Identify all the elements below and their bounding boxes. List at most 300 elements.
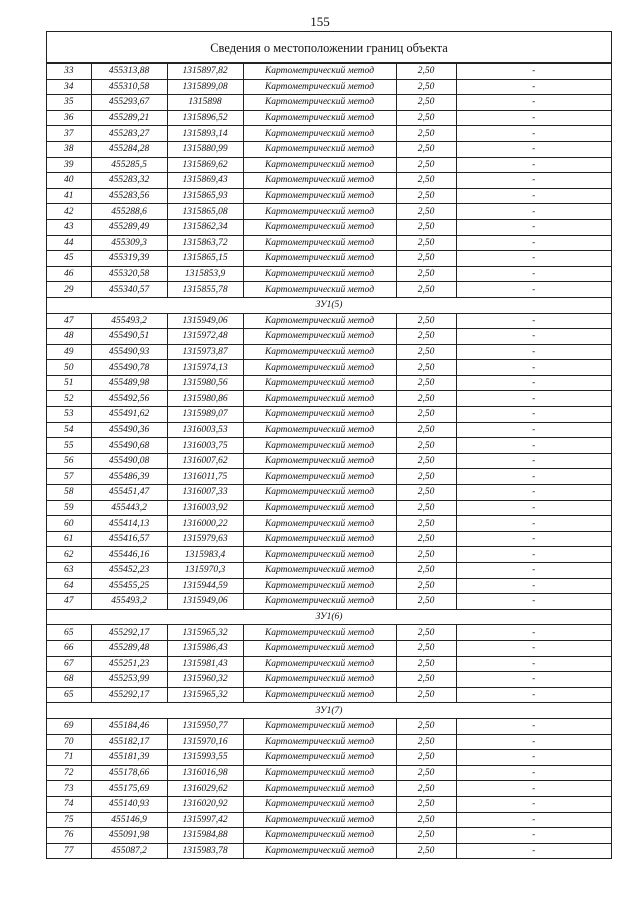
accuracy-cell: 2,50 (396, 485, 456, 501)
accuracy-cell: 2,50 (396, 64, 456, 80)
point-number-cell: 54 (47, 422, 91, 438)
x-coordinate-cell: 455489,98 (91, 375, 167, 391)
accuracy-cell: 2,50 (396, 687, 456, 703)
table-row (47, 843, 611, 859)
point-number-cell: 65 (47, 687, 91, 703)
y-coordinate-cell: 1316016,98 (167, 765, 243, 781)
point-number-cell: 29 (47, 282, 91, 298)
method-cell: Картометрический метод (243, 344, 396, 360)
table-row (47, 391, 611, 407)
point-number-cell: 47 (47, 594, 91, 610)
accuracy-cell: 2,50 (396, 157, 456, 173)
table-row (47, 563, 611, 579)
method-cell: Картометрический метод (243, 672, 396, 688)
y-coordinate-cell: 1315853,9 (167, 266, 243, 282)
point-number-cell: 76 (47, 828, 91, 844)
point-number-cell: 46 (47, 266, 91, 282)
note-cell: - (456, 95, 611, 111)
accuracy-cell: 2,50 (396, 469, 456, 485)
y-coordinate-cell: 1315893,14 (167, 126, 243, 142)
accuracy-cell: 2,50 (396, 329, 456, 345)
x-coordinate-cell: 455289,49 (91, 219, 167, 235)
x-coordinate-cell: 455490,68 (91, 438, 167, 454)
point-number-cell: 33 (47, 64, 91, 80)
accuracy-cell: 2,50 (396, 547, 456, 563)
y-coordinate-cell: 1315986,43 (167, 640, 243, 656)
y-coordinate-cell: 1315898 (167, 95, 243, 111)
x-coordinate-cell: 455283,56 (91, 188, 167, 204)
x-coordinate-cell: 455289,21 (91, 110, 167, 126)
x-coordinate-cell: 455491,62 (91, 407, 167, 423)
accuracy-cell: 2,50 (396, 453, 456, 469)
x-coordinate-cell: 455340,57 (91, 282, 167, 298)
method-cell: Картометрический метод (243, 781, 396, 797)
note-cell: - (456, 407, 611, 423)
point-number-cell: 51 (47, 375, 91, 391)
y-coordinate-cell: 1315865,08 (167, 204, 243, 220)
x-coordinate-cell: 455451,47 (91, 485, 167, 501)
coordinates-table-body (47, 64, 611, 859)
note-cell: - (456, 578, 611, 594)
note-cell: - (456, 750, 611, 766)
y-coordinate-cell: 1315960,32 (167, 672, 243, 688)
table-row (47, 438, 611, 454)
x-coordinate-cell: 455182,17 (91, 734, 167, 750)
note-cell: - (456, 485, 611, 501)
method-cell: Картометрический метод (243, 563, 396, 579)
x-coordinate-cell: 455292,17 (91, 687, 167, 703)
method-cell: Картометрический метод (243, 625, 396, 641)
accuracy-cell: 2,50 (396, 765, 456, 781)
y-coordinate-cell: 1316029,62 (167, 781, 243, 797)
note-cell: - (456, 313, 611, 329)
method-cell: Картометрический метод (243, 126, 396, 142)
y-coordinate-cell: 1315863,72 (167, 235, 243, 251)
table-row (47, 282, 611, 298)
accuracy-cell: 2,50 (396, 360, 456, 376)
point-number-cell: 56 (47, 453, 91, 469)
method-cell: Картометрический метод (243, 640, 396, 656)
section-label: ЗУ1(6) (47, 609, 611, 625)
accuracy-cell: 2,50 (396, 110, 456, 126)
method-cell: Картометрический метод (243, 266, 396, 282)
point-number-cell: 42 (47, 204, 91, 220)
note-cell: - (456, 204, 611, 220)
section-header-row (47, 609, 611, 625)
accuracy-cell: 2,50 (396, 594, 456, 610)
note-cell: - (456, 79, 611, 95)
x-coordinate-cell: 455486,39 (91, 469, 167, 485)
note-cell: - (456, 656, 611, 672)
table-row (47, 235, 611, 251)
point-number-cell: 74 (47, 796, 91, 812)
accuracy-cell: 2,50 (396, 750, 456, 766)
note-cell: - (456, 469, 611, 485)
x-coordinate-cell: 455309,3 (91, 235, 167, 251)
method-cell: Картометрический метод (243, 422, 396, 438)
y-coordinate-cell: 1315980,86 (167, 391, 243, 407)
table-row (47, 266, 611, 282)
point-number-cell: 37 (47, 126, 91, 142)
y-coordinate-cell: 1315897,82 (167, 64, 243, 80)
accuracy-cell: 2,50 (396, 344, 456, 360)
table-row (47, 516, 611, 532)
y-coordinate-cell: 1315865,93 (167, 188, 243, 204)
y-coordinate-cell: 1315989,07 (167, 407, 243, 423)
note-cell: - (456, 640, 611, 656)
method-cell: Картометрический метод (243, 407, 396, 423)
table-row (47, 329, 611, 345)
method-cell: Картометрический метод (243, 843, 396, 859)
table-row (47, 79, 611, 95)
accuracy-cell: 2,50 (396, 204, 456, 220)
x-coordinate-cell: 455146,9 (91, 812, 167, 828)
method-cell: Картометрический метод (243, 812, 396, 828)
accuracy-cell: 2,50 (396, 391, 456, 407)
y-coordinate-cell: 1315983,78 (167, 843, 243, 859)
page-number: 155 (310, 14, 330, 29)
table-row (47, 640, 611, 656)
table-row (47, 360, 611, 376)
method-cell: Картометрический метод (243, 578, 396, 594)
x-coordinate-cell: 455452,23 (91, 563, 167, 579)
method-cell: Картометрический метод (243, 594, 396, 610)
note-cell: - (456, 547, 611, 563)
table-row (47, 157, 611, 173)
table-row (47, 469, 611, 485)
x-coordinate-cell: 455320,58 (91, 266, 167, 282)
x-coordinate-cell: 455443,2 (91, 500, 167, 516)
point-number-cell: 34 (47, 79, 91, 95)
method-cell: Картометрический метод (243, 469, 396, 485)
accuracy-cell: 2,50 (396, 656, 456, 672)
point-number-cell: 68 (47, 672, 91, 688)
point-number-cell: 36 (47, 110, 91, 126)
boundary-table-sheet (46, 31, 612, 859)
point-number-cell: 44 (47, 235, 91, 251)
y-coordinate-cell: 1316020,92 (167, 796, 243, 812)
accuracy-cell: 2,50 (396, 219, 456, 235)
point-number-cell: 73 (47, 781, 91, 797)
accuracy-cell: 2,50 (396, 531, 456, 547)
table-row (47, 344, 611, 360)
y-coordinate-cell: 1315950,77 (167, 718, 243, 734)
table-row (47, 594, 611, 610)
accuracy-cell: 2,50 (396, 188, 456, 204)
note-cell: - (456, 563, 611, 579)
x-coordinate-cell: 455140,93 (91, 796, 167, 812)
method-cell: Картометрический метод (243, 765, 396, 781)
accuracy-cell: 2,50 (396, 812, 456, 828)
method-cell: Картометрический метод (243, 204, 396, 220)
y-coordinate-cell: 1315896,52 (167, 110, 243, 126)
y-coordinate-cell: 1315974,13 (167, 360, 243, 376)
x-coordinate-cell: 455289,48 (91, 640, 167, 656)
accuracy-cell: 2,50 (396, 828, 456, 844)
method-cell: Картометрический метод (243, 500, 396, 516)
table-row (47, 718, 611, 734)
note-cell: - (456, 672, 611, 688)
note-cell: - (456, 843, 611, 859)
method-cell: Картометрический метод (243, 64, 396, 80)
y-coordinate-cell: 1315865,15 (167, 251, 243, 267)
y-coordinate-cell: 1315984,88 (167, 828, 243, 844)
note-cell: - (456, 734, 611, 750)
accuracy-cell: 2,50 (396, 718, 456, 734)
table-row (47, 407, 611, 423)
point-number-cell: 50 (47, 360, 91, 376)
method-cell: Картометрический метод (243, 796, 396, 812)
point-number-cell: 63 (47, 563, 91, 579)
method-cell: Картометрический метод (243, 173, 396, 189)
x-coordinate-cell: 455091,98 (91, 828, 167, 844)
y-coordinate-cell: 1315869,43 (167, 173, 243, 189)
table-title: Сведения о местоположении границ объекта (47, 32, 611, 63)
x-coordinate-cell: 455490,36 (91, 422, 167, 438)
note-cell: - (456, 173, 611, 189)
note-cell: - (456, 282, 611, 298)
accuracy-cell: 2,50 (396, 95, 456, 111)
x-coordinate-cell: 455285,5 (91, 157, 167, 173)
table-row (47, 578, 611, 594)
note-cell: - (456, 141, 611, 157)
x-coordinate-cell: 455493,2 (91, 313, 167, 329)
note-cell: - (456, 687, 611, 703)
table-row (47, 95, 611, 111)
accuracy-cell: 2,50 (396, 625, 456, 641)
accuracy-cell: 2,50 (396, 578, 456, 594)
table-row (47, 500, 611, 516)
y-coordinate-cell: 1316007,62 (167, 453, 243, 469)
accuracy-cell: 2,50 (396, 500, 456, 516)
table-row (47, 126, 611, 142)
note-cell: - (456, 516, 611, 532)
accuracy-cell: 2,50 (396, 640, 456, 656)
point-number-cell: 53 (47, 407, 91, 423)
point-number-cell: 40 (47, 173, 91, 189)
accuracy-cell: 2,50 (396, 438, 456, 454)
point-number-cell: 58 (47, 485, 91, 501)
point-number-cell: 66 (47, 640, 91, 656)
y-coordinate-cell: 1316007,33 (167, 485, 243, 501)
x-coordinate-cell: 455184,46 (91, 718, 167, 734)
method-cell: Картометрический метод (243, 110, 396, 126)
y-coordinate-cell: 1315973,87 (167, 344, 243, 360)
y-coordinate-cell: 1315979,63 (167, 531, 243, 547)
method-cell: Картометрический метод (243, 531, 396, 547)
note-cell: - (456, 422, 611, 438)
note-cell: - (456, 251, 611, 267)
note-cell: - (456, 188, 611, 204)
note-cell: - (456, 375, 611, 391)
y-coordinate-cell: 1315880,99 (167, 141, 243, 157)
x-coordinate-cell: 455493,2 (91, 594, 167, 610)
accuracy-cell: 2,50 (396, 173, 456, 189)
section-label: ЗУ1(5) (47, 297, 611, 313)
point-number-cell: 61 (47, 531, 91, 547)
note-cell: - (456, 531, 611, 547)
method-cell: Картометрический метод (243, 391, 396, 407)
y-coordinate-cell: 1315970,16 (167, 734, 243, 750)
y-coordinate-cell: 1316003,75 (167, 438, 243, 454)
section-header-row (47, 703, 611, 719)
x-coordinate-cell: 455283,27 (91, 126, 167, 142)
point-number-cell: 35 (47, 95, 91, 111)
x-coordinate-cell: 455414,13 (91, 516, 167, 532)
y-coordinate-cell: 1315862,34 (167, 219, 243, 235)
method-cell: Картометрический метод (243, 251, 396, 267)
note-cell: - (456, 796, 611, 812)
point-number-cell: 72 (47, 765, 91, 781)
point-number-cell: 65 (47, 625, 91, 641)
y-coordinate-cell: 1315949,06 (167, 313, 243, 329)
table-row (47, 188, 611, 204)
method-cell: Картометрический метод (243, 313, 396, 329)
method-cell: Картометрический метод (243, 438, 396, 454)
x-coordinate-cell: 455492,56 (91, 391, 167, 407)
y-coordinate-cell: 1315983,4 (167, 547, 243, 563)
table-row (47, 828, 611, 844)
note-cell: - (456, 219, 611, 235)
x-coordinate-cell: 455253,99 (91, 672, 167, 688)
x-coordinate-cell: 455490,08 (91, 453, 167, 469)
table-row (47, 422, 611, 438)
point-number-cell: 57 (47, 469, 91, 485)
accuracy-cell: 2,50 (396, 563, 456, 579)
point-number-cell: 49 (47, 344, 91, 360)
point-number-cell: 64 (47, 578, 91, 594)
x-coordinate-cell: 455319,39 (91, 251, 167, 267)
table-row (47, 110, 611, 126)
y-coordinate-cell: 1315993,55 (167, 750, 243, 766)
method-cell: Картометрический метод (243, 750, 396, 766)
accuracy-cell: 2,50 (396, 126, 456, 142)
accuracy-cell: 2,50 (396, 516, 456, 532)
point-number-cell: 60 (47, 516, 91, 532)
x-coordinate-cell: 455490,93 (91, 344, 167, 360)
method-cell: Картометрический метод (243, 329, 396, 345)
point-number-cell: 77 (47, 843, 91, 859)
y-coordinate-cell: 1316003,53 (167, 422, 243, 438)
x-coordinate-cell: 455313,88 (91, 64, 167, 80)
note-cell: - (456, 329, 611, 345)
method-cell: Картометрический метод (243, 375, 396, 391)
accuracy-cell: 2,50 (396, 266, 456, 282)
note-cell: - (456, 828, 611, 844)
table-row (47, 625, 611, 641)
table-row (47, 485, 611, 501)
x-coordinate-cell: 455490,78 (91, 360, 167, 376)
y-coordinate-cell: 1315965,32 (167, 625, 243, 641)
accuracy-cell: 2,50 (396, 235, 456, 251)
table-row (47, 251, 611, 267)
note-cell: - (456, 64, 611, 80)
accuracy-cell: 2,50 (396, 422, 456, 438)
y-coordinate-cell: 1316000,22 (167, 516, 243, 532)
y-coordinate-cell: 1315997,42 (167, 812, 243, 828)
method-cell: Картометрический метод (243, 687, 396, 703)
accuracy-cell: 2,50 (396, 375, 456, 391)
accuracy-cell: 2,50 (396, 843, 456, 859)
table-row (47, 219, 611, 235)
table-row (47, 547, 611, 563)
x-coordinate-cell: 455284,28 (91, 141, 167, 157)
note-cell: - (456, 391, 611, 407)
x-coordinate-cell: 455446,16 (91, 547, 167, 563)
method-cell: Картометрический метод (243, 516, 396, 532)
point-number-cell: 75 (47, 812, 91, 828)
y-coordinate-cell: 1315965,32 (167, 687, 243, 703)
method-cell: Картометрический метод (243, 360, 396, 376)
point-number-cell: 39 (47, 157, 91, 173)
point-number-cell: 62 (47, 547, 91, 563)
x-coordinate-cell: 455416,57 (91, 531, 167, 547)
note-cell: - (456, 765, 611, 781)
y-coordinate-cell: 1315981,43 (167, 656, 243, 672)
x-coordinate-cell: 455181,39 (91, 750, 167, 766)
note-cell: - (456, 110, 611, 126)
note-cell: - (456, 625, 611, 641)
method-cell: Картометрический метод (243, 485, 396, 501)
point-number-cell: 67 (47, 656, 91, 672)
x-coordinate-cell: 455455,25 (91, 578, 167, 594)
point-number-cell: 55 (47, 438, 91, 454)
x-coordinate-cell: 455293,67 (91, 95, 167, 111)
table-row (47, 796, 611, 812)
point-number-cell: 48 (47, 329, 91, 345)
y-coordinate-cell: 1315855,78 (167, 282, 243, 298)
method-cell: Картометрический метод (243, 282, 396, 298)
section-label: ЗУ1(7) (47, 703, 611, 719)
x-coordinate-cell: 455490,51 (91, 329, 167, 345)
point-number-cell: 71 (47, 750, 91, 766)
note-cell: - (456, 718, 611, 734)
method-cell: Картометрический метод (243, 656, 396, 672)
accuracy-cell: 2,50 (396, 407, 456, 423)
note-cell: - (456, 438, 611, 454)
point-number-cell: 52 (47, 391, 91, 407)
method-cell: Картометрический метод (243, 95, 396, 111)
accuracy-cell: 2,50 (396, 282, 456, 298)
note-cell: - (456, 344, 611, 360)
note-cell: - (456, 812, 611, 828)
point-number-cell: 59 (47, 500, 91, 516)
y-coordinate-cell: 1316003,92 (167, 500, 243, 516)
method-cell: Картометрический метод (243, 141, 396, 157)
table-row (47, 531, 611, 547)
method-cell: Картометрический метод (243, 219, 396, 235)
x-coordinate-cell: 455288,6 (91, 204, 167, 220)
method-cell: Картометрический метод (243, 157, 396, 173)
x-coordinate-cell: 455292,17 (91, 625, 167, 641)
point-number-cell: 41 (47, 188, 91, 204)
y-coordinate-cell: 1315949,06 (167, 594, 243, 610)
point-number-cell: 69 (47, 718, 91, 734)
accuracy-cell: 2,50 (396, 79, 456, 95)
x-coordinate-cell: 455175,69 (91, 781, 167, 797)
table-row (47, 812, 611, 828)
method-cell: Картометрический метод (243, 828, 396, 844)
y-coordinate-cell: 1315869,62 (167, 157, 243, 173)
point-number-cell: 43 (47, 219, 91, 235)
x-coordinate-cell: 455310,58 (91, 79, 167, 95)
table-row (47, 375, 611, 391)
table-row (47, 141, 611, 157)
point-number-cell: 47 (47, 313, 91, 329)
point-number-cell: 45 (47, 251, 91, 267)
table-row (47, 687, 611, 703)
method-cell: Картометрический метод (243, 734, 396, 750)
